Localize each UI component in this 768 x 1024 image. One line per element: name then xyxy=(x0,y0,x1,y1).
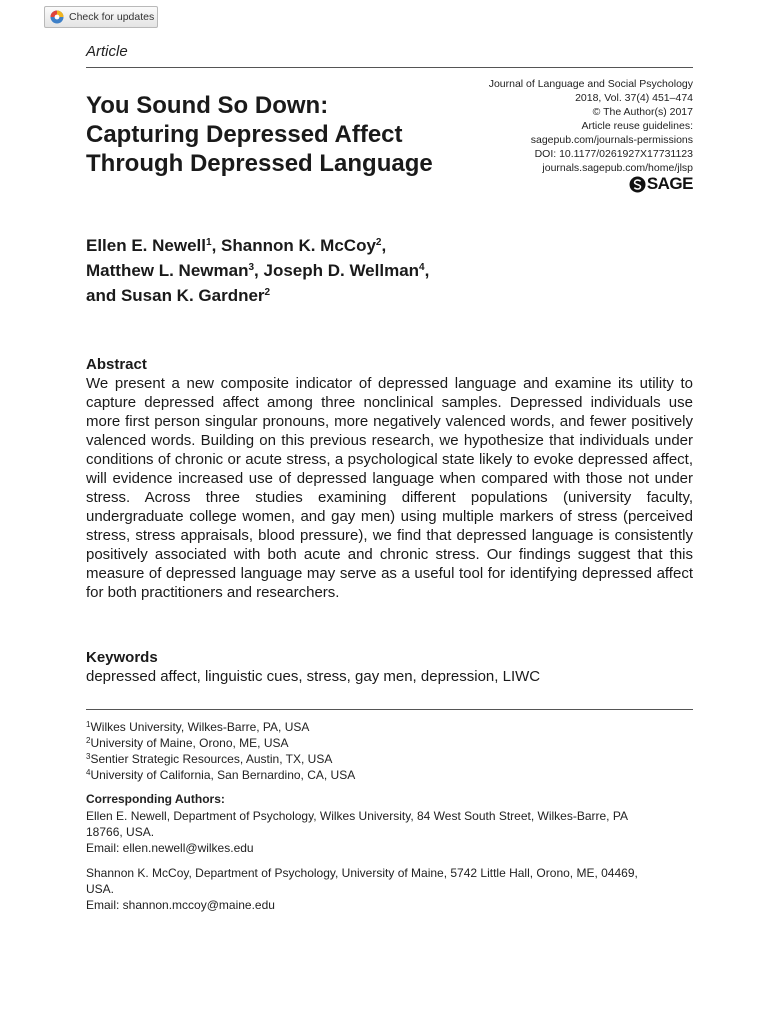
sage-mark-icon xyxy=(629,176,646,193)
footnote-divider xyxy=(86,709,693,710)
corresponding-authors-heading: Corresponding Authors: xyxy=(86,792,225,806)
article-title xyxy=(86,91,506,178)
author-line xyxy=(86,258,429,283)
author-name: Ellen E. Newell xyxy=(86,236,206,255)
author-line xyxy=(86,283,429,308)
author-name: Matthew L. Newman xyxy=(86,261,249,280)
author-affiliation-marker: 2 xyxy=(264,287,271,298)
abstract-heading: Abstract xyxy=(86,356,147,373)
corresponding-address: 18766, USA. xyxy=(86,825,155,839)
doi[interactable]: DOI: 10.1177/0261927X17731123 xyxy=(534,148,693,160)
title-line: You Sound So Down: xyxy=(86,92,329,119)
journal-name: Journal of Language and Social Psychology xyxy=(488,78,693,90)
author-separator: , xyxy=(254,261,264,280)
header-divider xyxy=(86,67,693,68)
author-affiliation-marker: 4 xyxy=(419,262,425,273)
author-separator: , xyxy=(424,261,430,280)
author-affiliation-marker: 3 xyxy=(248,262,255,273)
affiliation-item xyxy=(86,719,355,735)
corresponding-email[interactable]: Email: shannon.mccoy@maine.edu xyxy=(86,898,275,912)
affiliation-text: University of Maine, Orono, ME, USA xyxy=(90,736,289,750)
author-separator: , xyxy=(211,236,222,255)
affiliation-number: 4 xyxy=(86,768,91,777)
corresponding-author-block xyxy=(86,865,693,913)
corresponding-address: Shannon K. McCoy, Department of Psychology, University of Maine, 5742 Little Hall, Orono, ME, 04469, xyxy=(86,866,638,880)
title-line: Capturing Depressed Affect xyxy=(86,121,403,148)
author-separator: , xyxy=(381,236,387,255)
sage-logo xyxy=(629,174,693,194)
permissions-link[interactable]: sagepub.com/journals-permissions xyxy=(530,134,693,146)
author-name: Joseph D. Wellman xyxy=(263,261,420,280)
affiliation-item xyxy=(86,735,355,751)
affiliation-number: 1 xyxy=(86,720,91,729)
affiliation-number: 3 xyxy=(86,752,91,761)
author-name: Shannon K. McCoy xyxy=(221,236,376,255)
keywords-heading: Keywords xyxy=(86,649,158,666)
corresponding-address: Ellen E. Newell, Department of Psychology, Wilkes University, 84 West South Street, Wilkes-Barre, PA xyxy=(86,809,628,823)
article-type-label: Article xyxy=(86,43,128,60)
check-for-updates-label: Check for updates xyxy=(69,11,155,23)
author-line xyxy=(86,233,429,258)
reuse-guidelines-label: Article reuse guidelines: xyxy=(581,120,693,132)
corresponding-author-block xyxy=(86,808,693,856)
copyright: © The Author(s) 2017 xyxy=(592,106,693,118)
affiliation-number: 2 xyxy=(86,736,91,745)
corresponding-address: USA. xyxy=(86,882,115,896)
sage-wordmark: SAGE xyxy=(646,174,693,193)
affiliation-text: University of California, San Bernardino, CA, USA xyxy=(90,768,356,782)
affiliation-item xyxy=(86,767,355,783)
journal-home-link[interactable]: journals.sagepub.com/home/jlsp xyxy=(542,162,693,174)
check-for-updates-button[interactable] xyxy=(44,6,158,28)
author-affiliation-marker: 2 xyxy=(375,237,382,248)
affiliation-text: Wilkes University, Wilkes-Barre, PA, USA xyxy=(90,720,310,734)
affiliation-item xyxy=(86,751,355,767)
author-list xyxy=(86,233,429,308)
affiliation-text: Sentier Strategic Resources, Austin, TX, USA xyxy=(90,752,333,766)
author-name: and Susan K. Gardner xyxy=(86,286,265,305)
abstract-text: We present a new composite indicator of depressed language and examine its utility to capture depressed affect among three nonclinical samples. Depressed individuals use more first person singular pronouns, more negatively valenced words, and fewer positively valenced words. Building on this previous research, we hypothesize that individuals under conditions of chronic or acute stress, a psychological state likely to evoke depressed affect, will evidence increased use of depressed language when compared with those not under stress. Across three studies examining different populations (university faculty, undergraduate college women, and gay men) using multiple markers of stress (perceived stress, stress appraisals, blood pressure), we find that depressed language is consistently positively associated with both acute and chronic stress. Our findings suggest that this measure of depressed language may serve as a useful tool for identifying depressed affect for both practitioners and researchers. xyxy=(86,375,693,601)
keywords-text: depressed affect, linguistic cues, stress, gay men, depression, LIWC xyxy=(86,668,541,685)
author-affiliation-marker: 1 xyxy=(206,237,212,248)
journal-volume: 2018, Vol. 37(4) 451–474 xyxy=(575,92,693,104)
journal-info xyxy=(489,77,693,175)
crossmark-icon xyxy=(50,10,64,24)
corresponding-email[interactable]: Email: ellen.newell@wilkes.edu xyxy=(86,841,254,855)
affiliation-list xyxy=(86,719,355,783)
title-line: Through Depressed Language xyxy=(86,150,433,177)
